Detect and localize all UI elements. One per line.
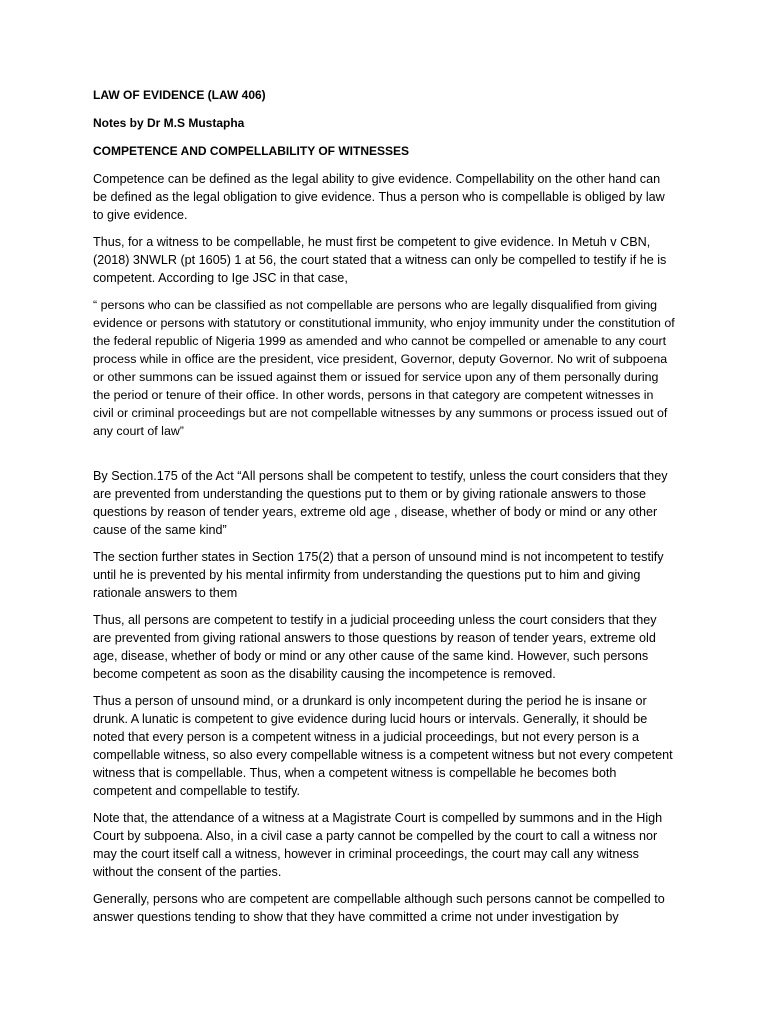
paragraph-metuh-case: Thus, for a witness to be compellable, he must first be competent to give evidence. In Metuh v CBN, (2018) 3NWLR (pt 1605) 1 at 56, the court stated that a witness can only be compelled to testify if he is competent. According to Ige JSC in that case, — [93, 235, 667, 285]
blank-line — [93, 449, 676, 467]
author-line: Notes by Dr M.S Mustapha — [93, 116, 245, 130]
paragraph-unsound-mind: Thus a person of unsound mind, or a drunkard is only incompetent during the period he is insane or drunk. A lunatic is competent to give evidence during lucid hours or intervals. Generally, it should be noted that every person is a competent witness in a judicial proceedings, but not every person is a compellable witness, so also every compellable witness is a competent witness but not every competent witness that is compellable. Thus, when a competent witness is compellable he becomes both competent and compellable to testify. — [93, 694, 673, 798]
paragraph-section-175-2: The section further states in Section 175(2) that a person of unsound mind is not incompetent to testify until he is prevented by his mental infirmity from understanding the questions put to him and giving rationale answers to them — [93, 550, 664, 600]
section-heading: COMPETENCE AND COMPELLABILITY OF WITNESSES — [93, 144, 410, 158]
paragraph-section-175: By Section.175 of the Act “All persons shall be competent to testify, unless the court considers that they are prevented from understanding the questions put to them or by giving rationale answers to those questions by reason of tender years, extreme old age , disease, whether of body or mind or any other cause of the same kind” — [93, 469, 668, 537]
paragraph-attendance: Note that, the attendance of a witness at a Magistrate Court is compelled by summons and in the High Court by subpoena. Also, in a civil case a party cannot be compelled by the court to call a witness nor may the court itself call a witness, however in criminal proceedings, the court may call any witness without the consent of the parties. — [93, 811, 663, 879]
document-title: LAW OF EVIDENCE (LAW 406) — [93, 88, 266, 102]
document-page — [93, 86, 676, 935]
paragraph-generally: Generally, persons who are competent are compellable although such persons cannot be compelled to answer questions tending to show that they have committed a crime not under investigation by — [93, 892, 665, 924]
paragraph-definitions: Competence can be defined as the legal ability to give evidence. Compellability on the other hand can be defined as the legal obligation to give evidence. Thus a person who is compellable is obliged by law to give evidence. — [93, 172, 665, 222]
paragraph-all-persons-competent: Thus, all persons are competent to testify in a judicial proceeding unless the court considers that they are prevented from giving rational answers to those questions by reason of tender years, extreme old age, disease, whether of body or mind or any other cause of the same kind. However, such persons become competent as soon as the disability causing the incompetence is removed. — [93, 613, 657, 681]
quote-ige-jsc: “ persons who can be classified as not compellable are persons who are legally disqualified from giving evidence or persons with statutory or constitutional immunity, who enjoy immunity under the constitution of the federal republic of Nigeria 1999 as amended and who cannot be compelled or amenable to any court process while in office are the president, vice president, Governor, deputy Governor. No writ of subpoena or other summons can be issued against them or issued for service upon any of them personally during the period or tenure of their office. In other words, persons in that category are competent witnesses in civil or criminal proceedings but are not compellable witnesses by any summons or process issued out of any court of law” — [93, 298, 675, 438]
